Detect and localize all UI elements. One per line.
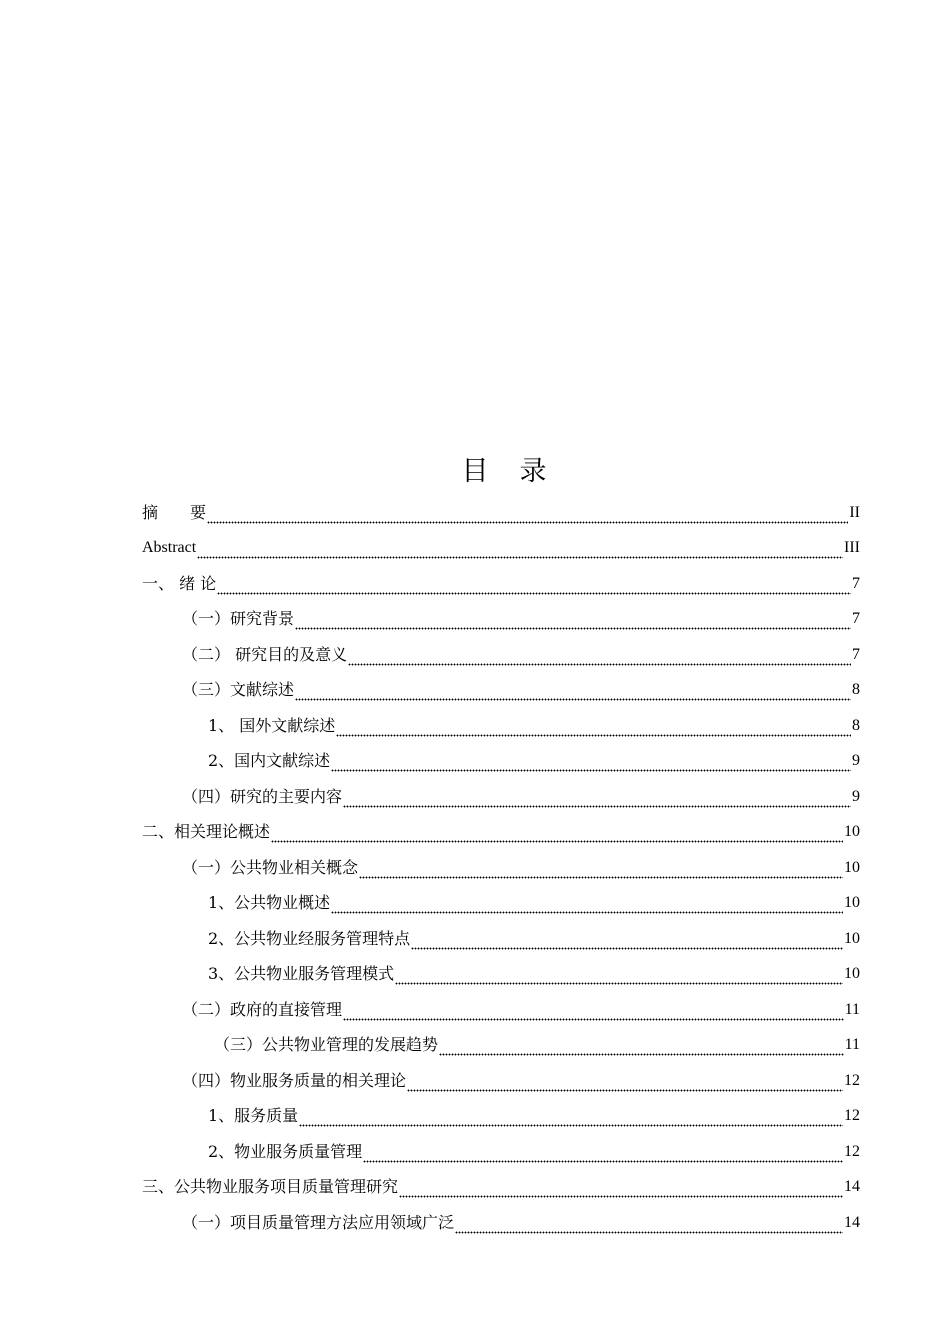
dot-leader: [271, 823, 843, 843]
dot-leader: [299, 1107, 843, 1127]
dot-leader: [399, 1178, 843, 1198]
toc-entry-page: II: [849, 503, 860, 521]
toc-entry-label: 3、公共物业服务管理模式: [208, 964, 395, 984]
toc-entry-page: 9: [852, 752, 860, 770]
toc-entry-1-3-2[interactable]: [142, 744, 860, 780]
toc-entry-label: （四）研究的主要内容: [182, 786, 343, 806]
toc-entry-label: 2、物业服务质量管理: [208, 1141, 363, 1161]
dot-leader: [343, 1001, 844, 1021]
toc-entry-page: 10: [844, 823, 860, 841]
toc-entry-label: 二、相关理论概述: [142, 822, 271, 842]
toc-entry-label: 2、公共物业经服务管理特点: [208, 928, 411, 948]
dot-leader: [455, 1214, 843, 1234]
toc-entry-label: （三）公共物业管理的发展趋势: [214, 1035, 439, 1055]
toc-entry-page: 9: [852, 787, 860, 805]
dot-leader: [331, 752, 851, 772]
toc-entry-1-2[interactable]: [142, 637, 860, 673]
toc-entry-2-1[interactable]: [142, 850, 860, 886]
dot-leader: [395, 965, 843, 985]
dot-leader: [407, 1072, 843, 1092]
toc-entry-label: 摘 要: [142, 502, 207, 522]
dot-leader: [359, 859, 843, 879]
toc-entry-2-1-2[interactable]: [142, 921, 860, 957]
toc-entry-label: （一）研究背景: [182, 609, 295, 629]
toc-entry-label: （三）文献综述: [182, 680, 295, 700]
toc-entry-label: 1、 国外文献综述: [208, 715, 336, 735]
toc-entry-page: 12: [844, 1107, 860, 1125]
toc-title: 目 录: [461, 456, 549, 487]
toc-entry-2-4[interactable]: [142, 1063, 860, 1099]
toc-entry-page: 12: [844, 1071, 860, 1089]
toc-entry-label: （二） 研究目的及意义: [182, 644, 348, 664]
toc-entry-chapter-3[interactable]: [142, 1170, 860, 1206]
dot-leader: [363, 1143, 843, 1163]
dot-leader: [207, 504, 848, 524]
toc-entry-1-3[interactable]: [142, 673, 860, 709]
toc-entry-label: （四）物业服务质量的相关理论: [182, 1070, 407, 1090]
dot-leader: [348, 646, 851, 666]
toc-entry-label: 一、 绪 论: [142, 573, 217, 593]
toc-entry-2-1-3[interactable]: [142, 957, 860, 993]
toc-entry-2-4-1[interactable]: [142, 1099, 860, 1135]
dot-leader: [295, 681, 851, 701]
toc-entry-chapter-1[interactable]: [142, 566, 860, 602]
toc-entry-2-3[interactable]: [142, 1028, 860, 1064]
toc-entry-label: 1、服务质量: [208, 1106, 299, 1126]
toc-entry-page: 7: [852, 610, 860, 628]
toc-entry-page: III: [844, 539, 860, 557]
toc-entry-page: 10: [844, 965, 860, 983]
toc-entry-page: 7: [852, 645, 860, 663]
toc-entry-1-1[interactable]: [142, 602, 860, 638]
toc-entry-label: （一）公共物业相关概念: [182, 857, 359, 877]
toc-entry-page: 10: [844, 929, 860, 947]
toc-entry-label: 1、公共物业概述: [208, 893, 331, 913]
toc-entry-page: 10: [844, 894, 860, 912]
toc-entry-1-4[interactable]: [142, 779, 860, 815]
toc-entry-abstract-cn[interactable]: [142, 495, 860, 531]
toc-entry-2-2[interactable]: [142, 992, 860, 1028]
toc-entry-2-1-1[interactable]: [142, 886, 860, 922]
toc-entry-label: 2、国内文献综述: [208, 751, 331, 771]
toc-entry-label: （一）项目质量管理方法应用领域广泛: [182, 1212, 455, 1232]
toc-entry-chapter-2[interactable]: [142, 815, 860, 851]
dot-leader: [411, 930, 843, 950]
toc-entry-page: 11: [844, 1000, 860, 1018]
toc-entry-2-4-2[interactable]: [142, 1134, 860, 1170]
toc-entry-label: Abstract: [142, 539, 197, 557]
toc-entry-page: 7: [852, 574, 860, 592]
toc-entry-page: 11: [844, 1036, 860, 1054]
toc-entry-3-1[interactable]: [142, 1205, 860, 1241]
dot-leader: [197, 539, 843, 559]
dot-leader: [343, 788, 851, 808]
toc-entry-page: 8: [852, 681, 860, 699]
dot-leader: [295, 610, 851, 630]
toc-entry-page: 8: [852, 716, 860, 734]
toc-entry-page: 14: [844, 1213, 860, 1231]
toc-entry-label: （二）政府的直接管理: [182, 999, 343, 1019]
dot-leader: [336, 717, 851, 737]
toc-entry-label: 三、公共物业服务项目质量管理研究: [142, 1177, 399, 1197]
toc-entry-1-3-1[interactable]: [142, 708, 860, 744]
table-of-contents: [142, 495, 860, 1241]
dot-leader: [331, 894, 843, 914]
dot-leader: [217, 575, 851, 595]
toc-entry-page: 14: [844, 1178, 860, 1196]
toc-entry-page: 10: [844, 858, 860, 876]
toc-entry-page: 12: [844, 1142, 860, 1160]
dot-leader: [439, 1036, 844, 1056]
toc-entry-abstract-en[interactable]: [142, 531, 860, 567]
